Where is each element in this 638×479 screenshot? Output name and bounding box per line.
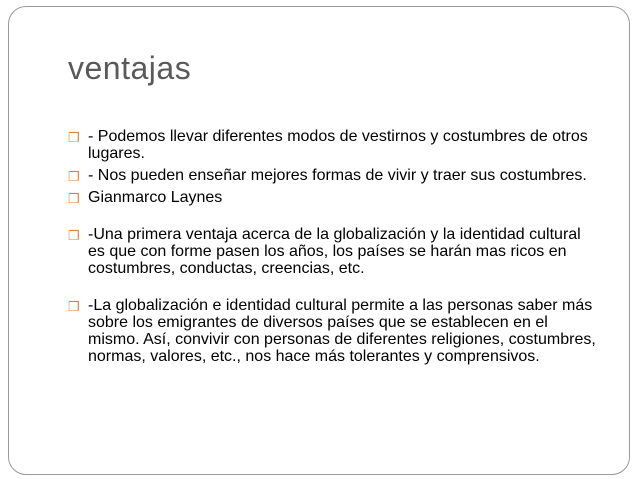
slide-title: ventajas bbox=[68, 50, 192, 86]
bullet-item bbox=[68, 128, 598, 162]
bullet-text: -La globalización e identidad cultural permite a las personas saber más sobre los emigrantes de diversos países que se establecen en el mismo. Así, convivir con personas de diferentes religiones, costumbres, normas, valores, etc., nos hace más tolerantes y comprensivos. bbox=[88, 297, 596, 365]
bullet-text: Gianmarco Laynes bbox=[88, 189, 223, 206]
bullet-item bbox=[68, 189, 598, 206]
bullet-text: -Una primera ventaja acerca de la globalización y la identidad cultural es que con forme pasen los años, los países se harán mas ricos en costumbres, conductas, creencias, etc. bbox=[88, 226, 581, 277]
bullet-text: - Podemos llevar diferentes modos de vestirnos y costumbres de otros lugares. bbox=[88, 128, 588, 162]
hollow-square-bullet-icon: ❒ bbox=[68, 228, 80, 243]
bullet-text: - Nos pueden enseñar mejores formas de vivir y traer sus costumbres. bbox=[88, 167, 587, 184]
hollow-square-bullet-icon: ❒ bbox=[68, 130, 80, 145]
bullet-list bbox=[68, 128, 598, 370]
hollow-square-bullet-icon: ❒ bbox=[68, 169, 80, 184]
hollow-square-bullet-icon: ❒ bbox=[68, 191, 80, 206]
bullet-item bbox=[68, 226, 598, 277]
bullet-item bbox=[68, 167, 598, 184]
hollow-square-bullet-icon: ❒ bbox=[68, 299, 80, 314]
bullet-item bbox=[68, 297, 598, 365]
